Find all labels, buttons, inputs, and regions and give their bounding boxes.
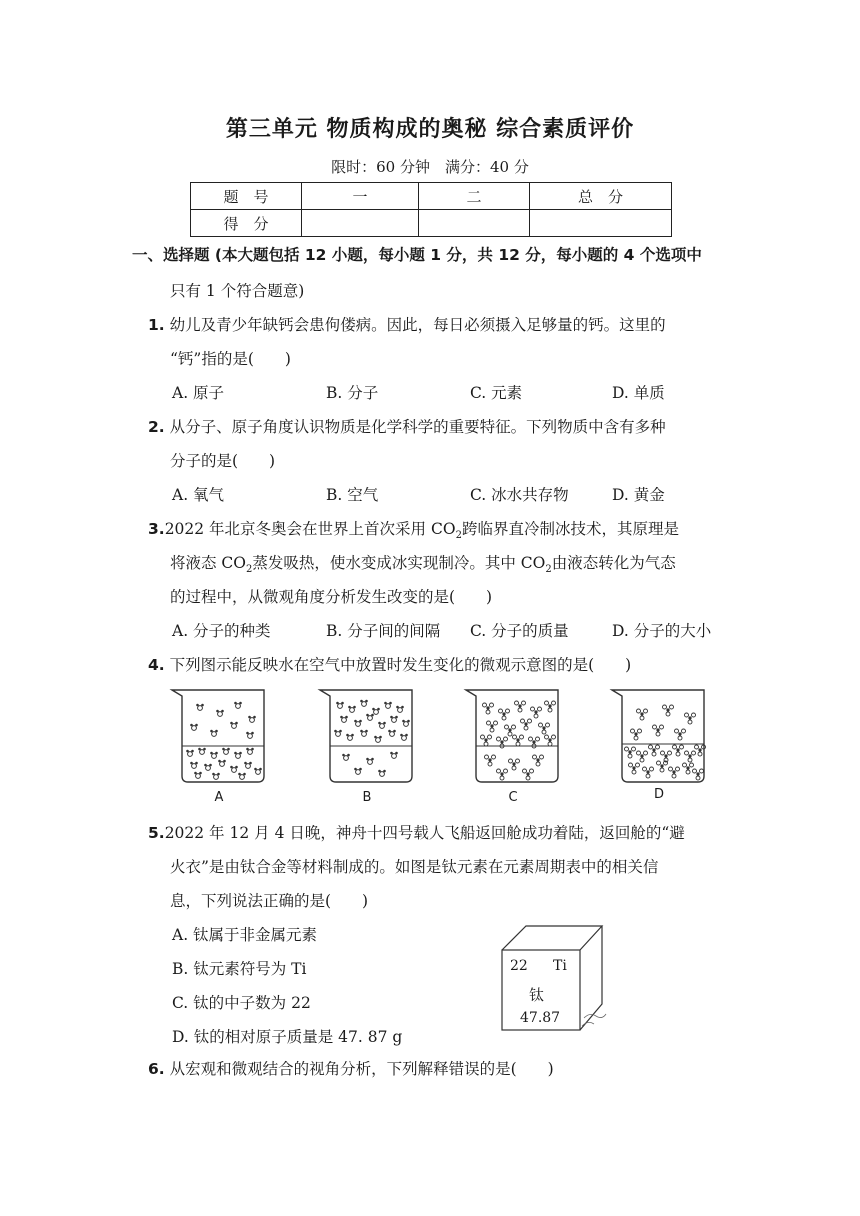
question-3 — [148, 518, 679, 547]
section-heading — [132, 244, 702, 266]
option-a[interactable]: A. 钛属于非金属元素 — [172, 926, 318, 944]
beaker-label-c: C — [508, 790, 518, 805]
question-6 — [148, 1058, 554, 1080]
beaker-label-d: D — [653, 787, 664, 802]
beaker-b — [320, 690, 412, 782]
question-number: 4. — [148, 656, 165, 674]
option-c[interactable]: C. 冰水共存物 — [470, 486, 569, 504]
option-d[interactable]: D. 分子的大小 — [612, 622, 712, 640]
question-text-cont: 火衣”是由钛合金等材料制成的。如图是钛元素在元素周期表中的相关信 — [170, 858, 659, 876]
option-b[interactable]: B. 钛元素符号为 Ti — [172, 960, 307, 978]
question-text: 下列图示能反映水在空气中放置时发生变化的微观示意图的是( ) — [169, 656, 632, 674]
section-heading-label: 一、选择题 (本大题包括 12 小题，每小题 1 分，共 12 分，每小题的 4 个选项中 — [132, 246, 702, 264]
question-text: 2022 年北京冬奥会在世界上首次采用 CO — [164, 520, 456, 538]
element-mass: 47.87 — [520, 1010, 561, 1026]
element-number: 22 — [510, 958, 528, 974]
question-text: 从分子、原子角度认识物质是化学科学的重要特征。下列物质中含有多种 — [169, 418, 666, 436]
score-header-cell: 二 — [419, 183, 530, 210]
question-number: 5. — [148, 824, 165, 842]
question-number: 1. — [148, 316, 165, 334]
element-name: 钛 — [529, 986, 545, 1004]
question-text: 由液态转化为气态 — [551, 554, 676, 572]
beaker-c — [466, 690, 558, 782]
option-d[interactable]: D. 黄金 — [612, 486, 665, 504]
beaker-a — [172, 690, 264, 782]
page-title: 第三单元 物质构成的奥秘 综合素质评价 — [225, 117, 635, 142]
option-c[interactable]: C. 元素 — [470, 384, 523, 402]
question-5 — [148, 822, 685, 844]
option-b[interactable]: B. 分子 — [326, 384, 379, 402]
beaker-diagrams — [160, 684, 740, 794]
score-table-row — [191, 210, 672, 237]
question-text: 将液态 CO — [170, 554, 246, 572]
score-input-cell[interactable] — [302, 210, 419, 237]
question-text: 2022 年 12 月 4 日晚，神舟十四号载人飞船返回舱成功着陆，返回舱的“避 — [164, 824, 685, 842]
subscript: 2 — [246, 564, 253, 576]
question-text-cont: 的过程中，从微观角度分析发生改变的是( ) — [170, 588, 493, 606]
option-d[interactable]: D. 钛的相对原子质量是 47. 87 g — [172, 1028, 403, 1046]
beaker-label-b: B — [362, 790, 372, 805]
question-text: 蒸发吸热，使水变成冰实现制冷。其中 CO — [252, 554, 546, 572]
section-heading-cont: 只有 1 个符合题意) — [170, 282, 305, 300]
score-header-cell: 题 号 — [191, 183, 302, 210]
option-b[interactable]: B. 分子间的间隔 — [326, 622, 441, 640]
subscript: 2 — [545, 564, 552, 576]
question-1 — [148, 314, 666, 336]
element-symbol: Ti — [553, 958, 567, 974]
question-number: 6. — [148, 1060, 165, 1078]
score-header-cell: 一 — [302, 183, 419, 210]
question-text-cont: 息，下列说法正确的是( ) — [170, 892, 369, 910]
option-a[interactable]: A. 原子 — [172, 384, 225, 402]
question-2 — [148, 416, 666, 438]
question-text-cont: 分子的是( ) — [170, 452, 276, 470]
question-text: 跨临界直冷制冰技术，其原理是 — [461, 520, 679, 538]
question-text: 从宏观和微观结合的视角分析，下列解释错误的是( ) — [169, 1060, 554, 1078]
score-header-cell: 总 分 — [530, 183, 672, 210]
question-text: 幼儿及青少年缺钙会患佝偻病。因此，每日必须摄入足够量的钙。这里的 — [169, 316, 666, 334]
score-input-cell[interactable] — [419, 210, 530, 237]
score-table-header-row — [191, 183, 672, 210]
option-b[interactable]: B. 空气 — [326, 486, 379, 504]
question-text-cont: “钙”指的是( ) — [170, 350, 291, 368]
option-c[interactable]: C. 钛的中子数为 22 — [172, 994, 311, 1012]
question-4 — [148, 654, 631, 676]
time-score-info: 限时：60 分钟 满分：40 分 — [331, 158, 529, 176]
beaker-label-a: A — [214, 790, 224, 805]
score-input-cell[interactable] — [530, 210, 672, 237]
option-c[interactable]: C. 分子的质量 — [470, 622, 569, 640]
question-number: 2. — [148, 418, 165, 436]
option-a[interactable]: A. 氧气 — [172, 486, 225, 504]
option-a[interactable]: A. 分子的种类 — [172, 622, 271, 640]
beaker-d — [612, 690, 706, 782]
score-table — [190, 182, 672, 237]
subscript: 2 — [455, 530, 462, 542]
question-number: 3. — [148, 520, 165, 538]
score-row-label: 得 分 — [191, 210, 302, 237]
option-d[interactable]: D. 单质 — [612, 384, 665, 402]
question-text-cont — [170, 552, 676, 581]
